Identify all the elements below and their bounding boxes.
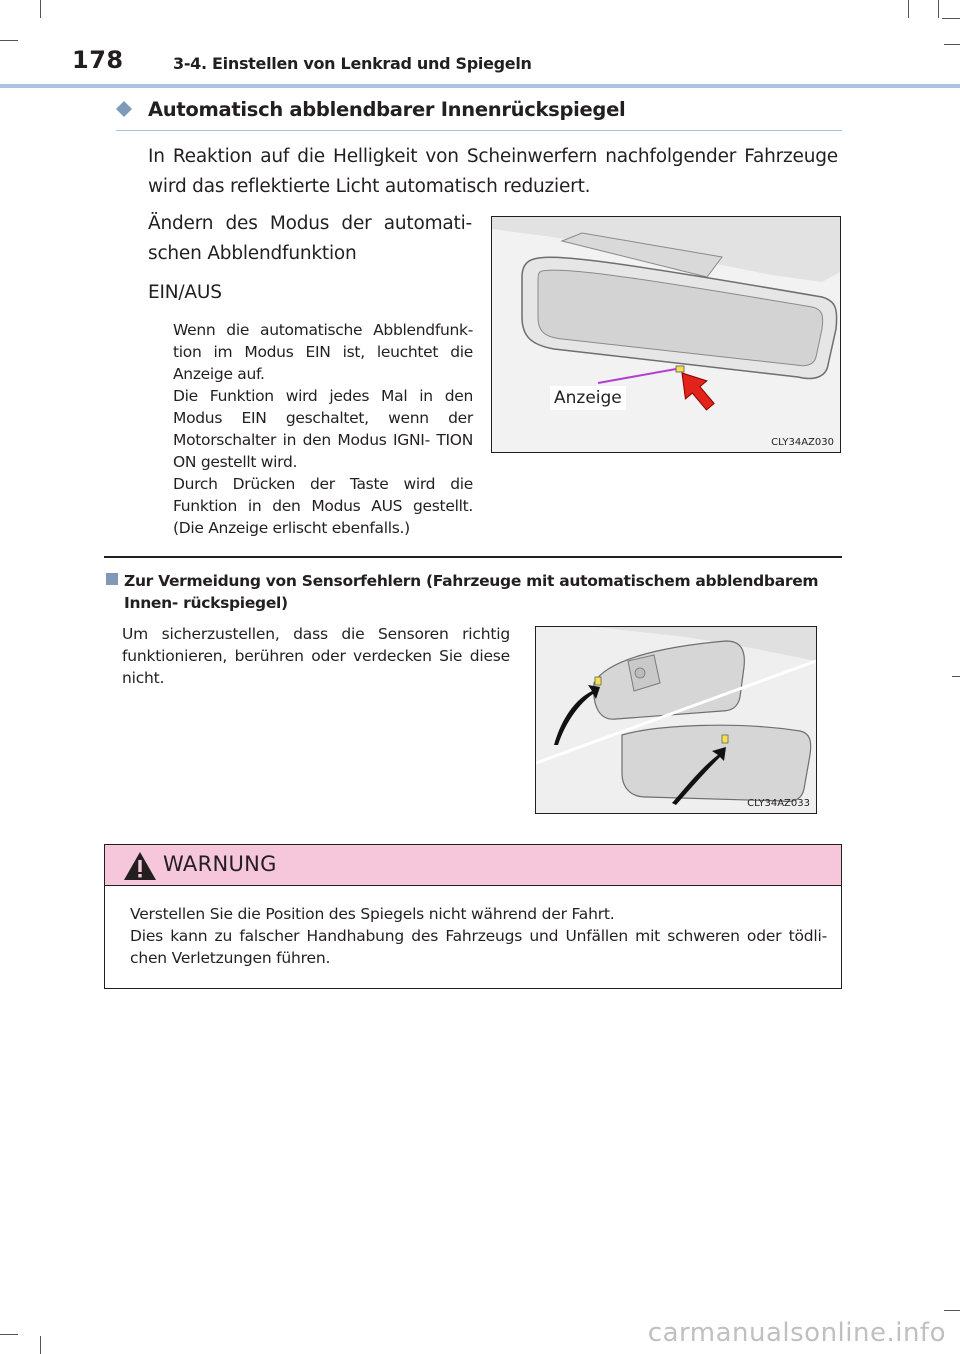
indicator-label: Anzeige (550, 386, 626, 410)
rearview-mirror-illustration (492, 217, 840, 452)
warning-line: Verstellen Sie die Position des Spiegels nicht während der Fahrt. (130, 905, 615, 923)
section-title: Automatisch abblendbarer Innenrückspiegel (148, 98, 626, 121)
diamond-icon (116, 101, 132, 117)
square-bullet-icon (106, 573, 118, 585)
header-rule (0, 84, 960, 88)
mirror-sensor-illustration (536, 627, 816, 813)
figure-code: CLY34AZ030 (771, 437, 834, 448)
warning-header (105, 845, 841, 886)
crop-mark (0, 1334, 18, 1335)
crop-mark (944, 1310, 960, 1311)
description-line: Durch Drücken der Taste wird die Funktion in den Modus AUS gestellt. (Die Anzeige erlischt ebenfalls.) (173, 475, 473, 537)
section-rule (116, 130, 842, 131)
crop-mark (952, 676, 960, 677)
crop-mark (40, 1336, 41, 1354)
warning-title: WARNUNG (163, 852, 277, 876)
change-mode-heading: Ändern des Modus der automati- schen Abblendfunktion (148, 213, 472, 264)
on-off-label: EIN/AUS (148, 282, 222, 303)
description-line: Die Funktion wird jedes Mal in den Modus EIN geschaltet, wenn der Motorschalter in den Modus IGNI- TION ON gestellt wird. (173, 387, 473, 471)
mirror-indicator-figure (491, 216, 841, 453)
crop-mark (40, 0, 41, 18)
sensor-paragraph: Um sicherzustellen, dass die Sensoren richtig funktionieren, berühren oder verdecken Sie diese nicht. (122, 625, 510, 687)
crop-mark (0, 40, 18, 41)
crop-mark (938, 0, 939, 18)
running-head: 3-4. Einstellen von Lenkrad und Spiegeln (173, 54, 532, 73)
intro-paragraph: In Reaktion auf die Helligkeit von Scheinwerfern nachfolgender Fahrzeuge wird das reflektierte Licht automatisch reduziert. (148, 146, 838, 197)
subsection-title: Zur Vermeidung von Sensorfehlern (Fahrzeuge mit automatischem abblendbarem Innen- rückspiegel) (124, 572, 819, 612)
page-number: 178 (72, 46, 124, 74)
warning-text (130, 903, 827, 969)
mirror-sensors-figure (535, 626, 817, 814)
footer-watermark: carmanualsonline.info (647, 1318, 946, 1348)
warning-line: Dies kann zu falscher Handhabung des Fahrzeugs und Unfällen mit schweren oder tödli- chen Verletzungen führen. (130, 927, 827, 967)
section-divider (104, 556, 842, 558)
warning-box (104, 844, 842, 989)
figure-code: CLY34AZ033 (747, 798, 810, 809)
crop-mark (944, 44, 960, 45)
description-line: Wenn die automatische Abblendfunk- tion im Modus EIN ist, leuchtet die Anzeige auf. (173, 321, 473, 383)
warning-triangle-icon (123, 851, 157, 881)
crop-mark (908, 0, 909, 18)
mode-description (173, 319, 473, 539)
crop-mark (942, 18, 960, 19)
